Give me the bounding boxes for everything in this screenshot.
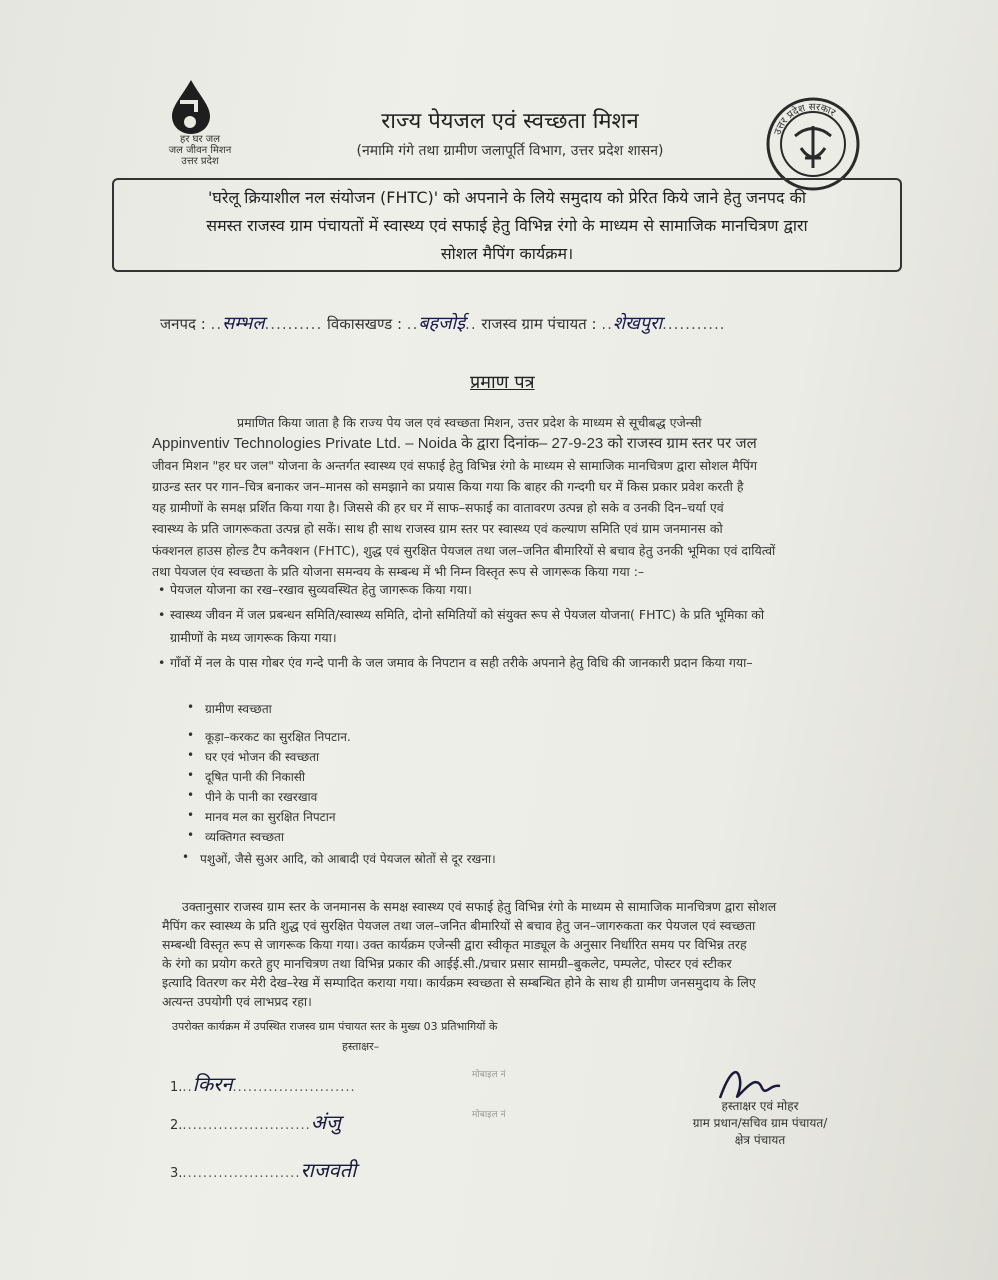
- list-item: • कूड़ा–करकट का सुरक्षित निपटान.: [205, 728, 351, 745]
- official-designation-2: क्षेत्र पंचायत: [734, 1133, 786, 1147]
- block-value: बहजोई: [418, 313, 466, 334]
- bullet-item: • गाँवों में नल के पास गोबर एंव गन्दे पानी के जल जमाव के निपटान व सही तरीके अपनाने हेतु विधि की जानकारी प्रदान किया गया–: [158, 655, 753, 670]
- district-label: जनपद :: [160, 315, 206, 333]
- programme-line-2: समस्त राजस्व ग्राम पंचायतों में स्वास्थ्य एवं सफाई हेतु विभिन्न रंगो के माध्यम से सामाजिक मानचित्रण द्वारा: [206, 216, 808, 235]
- logo-caption-3: उत्तर प्रदेश: [181, 156, 219, 167]
- closing-line-1: उक्तानुसार राजस्व ग्राम स्तर के जनमानस के समक्ष स्वास्थ्य एवं सफाई हेतु विभिन्न रंगो के माध्यम से सामाजिक मानचित्रण द्वारा सोशल: [182, 899, 777, 914]
- body-line-6: स्वास्थ्य के प्रति जागरूकता उत्पन्न हो सकें। साथ ही साथ राजस्व ग्राम स्तर पर स्वास्थ्य एवं कल्याण समिति एवं ग्राम जनमानस को: [152, 521, 723, 537]
- certificate-body: [152, 412, 892, 582]
- participant-1-signature: किरन: [192, 1072, 233, 1096]
- location-fields: जनपद : ..सम्भल.......... विकासखण्ड : ..बहजोई.. राजस्व ग्राम पंचायत : ..शेखपुरा...........: [160, 313, 726, 334]
- closing-line-5: इत्यादि वितरण कर मेरी देख–रेख में सम्पादित कराया गया। कार्यक्रम स्वच्छता से सम्बन्धित होने के साथ ही ग्रामीण जनसमुदाय के लिए: [162, 975, 756, 990]
- body-line-8: तथा पेयजल एंव स्वच्छता के प्रति योजना समन्वय के सम्बन्ध में भी निम्न विस्तृत रूप से जागरूक किया गया :–: [152, 564, 645, 580]
- block-label: विकासखण्ड :: [327, 315, 403, 333]
- har-ghar-jal-logo: [150, 78, 250, 168]
- participant-2-signature: अंजु: [310, 1110, 341, 1134]
- participant-1: 1...किरन........................: [170, 1072, 356, 1096]
- body-line-7: फंक्शनल हाउस होल्ड टैप कनैक्शन (FHTC), शुद्ध एवं सुरक्षित पेयजल तथा जल–जनित बीमारियों से बचाव हेतु उनकी भूमिका एवं दायित्वों: [152, 542, 776, 558]
- official-sign-label: हस्ताक्षर एवं मोहर: [721, 1099, 799, 1113]
- list-item: • घर एवं भोजन की स्वच्छता: [205, 748, 319, 765]
- programme-line-1: 'घरेलू क्रियाशील नल संयोजन (FHTC)' को अपनाने के लिये समुदाय को प्रेरित किये जाने हेतु जनपद की: [207, 188, 807, 207]
- list-item: • ग्रामीण स्वच्छता: [205, 700, 272, 717]
- body-line-2: Appinventiv Technologies Private Ltd. – Noida के द्वारा दिनांक– 27-9-23 को राजस्व ग्राम स्तर पर जल: [152, 435, 757, 453]
- participants-intro: उपरोक्त कार्यक्रम में उपस्थित राजस्व ग्राम पंचायत स्तर के मुख्य 03 प्रतिभागियों के: [172, 1020, 498, 1033]
- programme-box: [112, 178, 902, 272]
- body-line-5: यह ग्रामीणों के समक्ष प्रर्शित किया गया है। जिससे की हर घर में साफ–सफाई का वातावरण उत्पन्न हो सके व उनकी दिन–चर्या एवं: [152, 500, 724, 516]
- logo-caption-2: जल जीवन मिशन: [168, 145, 232, 156]
- bullet-item: • स्वास्थ्य जीवन में जल प्रबन्धन समिति/स्वास्थ्य समिति, दोनो समितियों को संयुक्त रूप से पेयजल योजना( FHTC) के प्रति भूमिका को: [158, 607, 765, 622]
- participant-3-signature: राजवती: [300, 1158, 357, 1182]
- list-item: • दूषित पानी की निकासी: [205, 768, 305, 785]
- logo-caption-1: हर घर जल: [180, 134, 220, 145]
- district-value: सम्भल: [222, 313, 265, 334]
- closing-line-4: के रंगो का प्रयोग करते हुए मानचित्रण तथा विभिन्न प्रकार की आईई.सी./प्रचार प्रसार सामग्री–बुकलेट, पम्पलेट, पोस्टर एवं स्टीकर: [162, 956, 732, 971]
- closing-line-2: मैपिंग कर स्वास्थ्य के प्रति शुद्ध एवं सुरक्षित पेयजल तथा जल–जनित बीमारियों से बचाव हेतु जन–जागरुकता कर पेयजल एवं स्वच्छता: [162, 918, 756, 933]
- panchayat-label: राजस्व ग्राम पंचायत :: [481, 315, 597, 333]
- faint-mobile-label-2: मोबाइल नं: [472, 1110, 506, 1120]
- list-item: • मानव मल का सुरक्षित निपटान: [205, 808, 335, 825]
- certificate-heading: प्रमाण पत्र: [470, 372, 535, 393]
- closing-line-3: सम्बन्धी विस्तृत रूप से जागरूक किया गया। उक्त कार्यक्रम एजेन्सी द्वारा स्वीकृत माड्यूल के अनुसार निर्धारित समय पर विभिन्न तरह: [162, 937, 747, 952]
- closing-paragraph: [162, 897, 892, 1011]
- bullet-item-continuation: ग्रामीणों के मध्य जागरूक किया गया।: [170, 630, 337, 645]
- official-signature-block: [640, 1098, 880, 1149]
- participants-intro-2: हस्ताक्षर–: [342, 1040, 380, 1053]
- body-line-3: जीवन मिशन "हर घर जल" योजना के अन्तर्गत स्वास्थ्य एवं सफाई हेतु विभिन्न रंगो के माध्यम से सामाजिक मानचित्रण द्वारा सोशल मैपिंग: [152, 457, 758, 473]
- participant-signatures: [170, 1060, 550, 1200]
- list-item: • व्यक्तिगत स्वच्छता: [205, 828, 284, 845]
- faint-mobile-label-1: मोबाइल नं: [472, 1070, 506, 1080]
- participant-2: 2..........................अंजु: [170, 1110, 341, 1134]
- awareness-bullets: [158, 578, 888, 674]
- body-line-4: ग्राउन्ड स्तर पर गान–चित्र बनाकर जन–मानस को समझाने का प्रयास किया गया कि बाहर की गन्दगी घर में किस प्रकार प्रवेश करती है: [152, 478, 744, 494]
- page-subtitle: (नमामि गंगे तथा ग्रामीण जलापूर्ति विभाग, उत्तर प्रदेश शासन): [356, 143, 664, 159]
- list-item: • पीने के पानी का रखरखाव: [205, 788, 317, 805]
- participant-3: 3........................राजवती: [170, 1158, 357, 1182]
- official-signature-mark: [700, 1060, 820, 1110]
- panchayat-value: शेखपुरा: [612, 313, 663, 334]
- bullet-item: • पेयजल योजना का रख–रखाव सुव्यवस्थित हेतु जागरूक किया गया।: [158, 582, 472, 597]
- list-item: • पशुओं, जैसे सुअर आदि, को आबादी एवं पेयजल स्रोतों से दूर रखना।: [200, 850, 496, 867]
- official-designation: ग्राम प्रधान/सचिव ग्राम पंचायत/: [692, 1116, 828, 1130]
- seal-text: उत्तर प्रदेश सरकार: [772, 101, 838, 137]
- water-drop-icon: [168, 78, 214, 136]
- body-line-1: प्रमाणित किया जाता है कि राज्य पेय जल एवं स्वच्छता मिशन, उत्तर प्रदेश के माध्यम से सूचीबद्ध एजेन्सी: [237, 415, 702, 430]
- closing-line-6: अत्यन्त उपयोगी एवं लाभप्रद रहा।: [162, 994, 312, 1009]
- page-title: राज्य पेयजल एवं स्वच्छता मिशन: [381, 109, 639, 134]
- programme-line-3: सोशल मैपिंग कार्यक्रम।: [440, 244, 574, 263]
